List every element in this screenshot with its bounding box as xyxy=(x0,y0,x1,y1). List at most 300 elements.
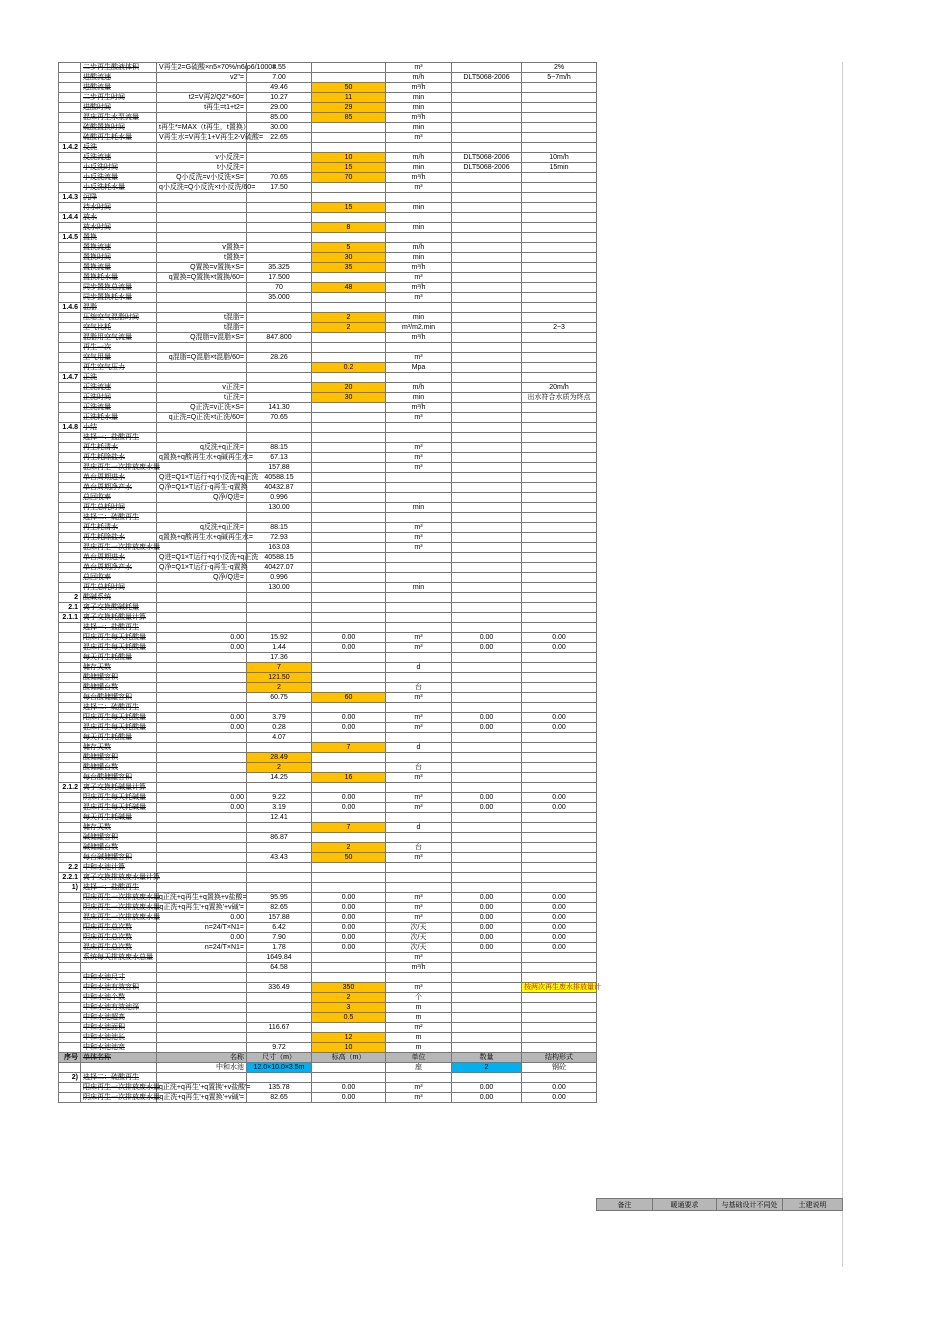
formula: 中和水池 xyxy=(157,1063,247,1073)
range-note xyxy=(522,613,597,623)
formula xyxy=(157,113,247,123)
table-row xyxy=(59,493,597,503)
standard xyxy=(452,603,522,613)
design-value xyxy=(312,1063,386,1073)
design-value xyxy=(312,733,386,743)
range-note xyxy=(522,743,597,753)
item-name: 系统每天排放废水总量 xyxy=(81,953,157,963)
calc-value: 35.325 xyxy=(247,263,312,273)
table-row xyxy=(59,743,597,753)
formula xyxy=(157,993,247,1003)
standard xyxy=(452,1013,522,1023)
range-note xyxy=(522,113,597,123)
range-note xyxy=(522,553,597,563)
row-index xyxy=(59,63,81,73)
formula: Q净=Q1×T运行-q再生-q置换 xyxy=(157,483,247,493)
standard: 数量 xyxy=(452,1053,522,1063)
standard xyxy=(452,123,522,133)
formula: V再生水=V再生1+V再生2-V硫酸= xyxy=(157,133,247,143)
range-note xyxy=(522,303,597,313)
range-note xyxy=(522,1003,597,1013)
item-name: 同步置换总流量 xyxy=(81,283,157,293)
row-index xyxy=(59,693,81,703)
item-name: 酸储罐容积 xyxy=(81,673,157,683)
unit: m³ xyxy=(386,453,452,463)
design-value: 10 xyxy=(312,1043,386,1053)
range-note: 10m/h xyxy=(522,153,597,163)
formula xyxy=(157,503,247,513)
range-note: 出水符合水质为终点 xyxy=(522,393,597,403)
table-row xyxy=(59,893,597,903)
item-name: 每台碱储罐容积 xyxy=(81,853,157,863)
calc-value xyxy=(247,513,312,523)
table-row xyxy=(59,1013,597,1023)
design-value: 5 xyxy=(312,243,386,253)
unit: m/h xyxy=(386,243,452,253)
unit: m xyxy=(386,1043,452,1053)
table-row xyxy=(59,243,597,253)
table-row xyxy=(59,673,597,683)
formula xyxy=(157,663,247,673)
formula: n=24/T×N1= xyxy=(157,943,247,953)
item-name: 进酸流速 xyxy=(81,73,157,83)
formula xyxy=(157,773,247,783)
range-note xyxy=(522,223,597,233)
standard xyxy=(452,833,522,843)
standard xyxy=(452,213,522,223)
table-row xyxy=(59,843,597,853)
table-row xyxy=(59,203,597,213)
range-note: 2~3 xyxy=(522,323,597,333)
unit xyxy=(386,833,452,843)
calc-value: 43.43 xyxy=(247,853,312,863)
item-name: 再生耗清水 xyxy=(81,443,157,453)
table-row xyxy=(59,143,597,153)
row-index xyxy=(59,833,81,843)
table-row xyxy=(59,663,597,673)
standard xyxy=(452,763,522,773)
formula: 0.00 xyxy=(157,803,247,813)
range-note: 15min xyxy=(522,163,597,173)
row-index xyxy=(59,363,81,373)
design-value xyxy=(312,863,386,873)
standard xyxy=(452,433,522,443)
table-row xyxy=(59,253,597,263)
standard xyxy=(452,1073,522,1083)
standard xyxy=(452,533,522,543)
unit xyxy=(386,373,452,383)
formula: q反洗+q正洗= xyxy=(157,523,247,533)
row-index: 2 xyxy=(59,593,81,603)
range-note xyxy=(522,463,597,473)
row-index xyxy=(59,183,81,193)
range-note xyxy=(522,693,597,703)
formula xyxy=(157,223,247,233)
unit: Mpa xyxy=(386,363,452,373)
range-note xyxy=(522,673,597,683)
item-name: 同步置换耗水量 xyxy=(81,293,157,303)
row-index xyxy=(59,943,81,953)
standard xyxy=(452,103,522,113)
calc-value xyxy=(247,383,312,393)
unit: m³ xyxy=(386,463,452,473)
unit xyxy=(386,673,452,683)
row-index xyxy=(59,913,81,923)
calc-value: 29.00 xyxy=(247,103,312,113)
table-row xyxy=(59,403,597,413)
range-note xyxy=(522,583,597,593)
formula xyxy=(157,683,247,693)
calc-value: 60.75 xyxy=(247,693,312,703)
row-index xyxy=(59,413,81,423)
range-note xyxy=(522,293,597,303)
table-row xyxy=(59,353,597,363)
item-name: 阴床再生每天耗碱量 xyxy=(81,793,157,803)
design-value: 85 xyxy=(312,113,386,123)
standard xyxy=(452,853,522,863)
unit: m³ xyxy=(386,913,452,923)
table-row xyxy=(59,1033,597,1043)
table-row xyxy=(59,453,597,463)
design-value: 350 xyxy=(312,983,386,993)
design-value xyxy=(312,353,386,363)
row-index xyxy=(59,713,81,723)
table-row xyxy=(59,713,597,723)
item-name: 选择二：硫酸再生 xyxy=(81,703,157,713)
table-row xyxy=(59,283,597,293)
unit: m³ xyxy=(386,643,452,653)
row-index xyxy=(59,903,81,913)
formula: Q净/Q进= xyxy=(157,573,247,583)
range-note xyxy=(522,473,597,483)
calc-value xyxy=(247,603,312,613)
item-name: 选择二：硫酸再生 xyxy=(81,1073,157,1083)
formula: q正洗+q再生'+q置换'+v盐酸'= xyxy=(157,1083,247,1093)
design-value xyxy=(312,603,386,613)
range-note xyxy=(522,233,597,243)
unit: m³ xyxy=(386,953,452,963)
row-index: 2) xyxy=(59,1073,81,1083)
row-index xyxy=(59,923,81,933)
standard: 0.00 xyxy=(452,943,522,953)
formula: 0.00 xyxy=(157,913,247,923)
calc-value xyxy=(247,973,312,983)
calc-value: 35.000 xyxy=(247,293,312,303)
item-name xyxy=(81,1063,157,1073)
unit: 次/天 xyxy=(386,923,452,933)
formula: V再生2=G硫酸×n5×70%/n6/ρ6/1000= xyxy=(157,63,247,73)
range-note xyxy=(522,843,597,853)
item-name: 储存天数 xyxy=(81,663,157,673)
row-index xyxy=(59,103,81,113)
item-name: 空气比耗 xyxy=(81,323,157,333)
range-note xyxy=(522,343,597,353)
item-name: 硫酸再生耗水量 xyxy=(81,133,157,143)
table-row xyxy=(59,273,597,283)
range-note xyxy=(522,353,597,363)
standard xyxy=(452,263,522,273)
design-value xyxy=(312,213,386,223)
table-row xyxy=(59,723,597,733)
table-row xyxy=(59,563,597,573)
design-value xyxy=(312,973,386,983)
unit: m/h xyxy=(386,383,452,393)
standard: DLT5068-2006 xyxy=(452,153,522,163)
formula: t混脂= xyxy=(157,313,247,323)
unit xyxy=(386,703,452,713)
range-note xyxy=(522,873,597,883)
range-note xyxy=(522,433,597,443)
table-row xyxy=(59,233,597,243)
item-name: 混脂用空气流量 xyxy=(81,333,157,343)
row-index: 1.4.8 xyxy=(59,423,81,433)
design-value xyxy=(312,63,386,73)
formula xyxy=(157,423,247,433)
formula xyxy=(157,823,247,833)
calc-value: 3.79 xyxy=(247,713,312,723)
formula: 0.00 xyxy=(157,933,247,943)
table-row xyxy=(59,573,597,583)
unit xyxy=(386,553,452,563)
standard xyxy=(452,613,522,623)
design-value: 0.00 xyxy=(312,943,386,953)
design-value: 0.00 xyxy=(312,803,386,813)
design-value xyxy=(312,303,386,313)
range-note xyxy=(522,313,597,323)
item-name: 碱储罐容积 xyxy=(81,833,157,843)
formula xyxy=(157,983,247,993)
calc-value: 3.19 xyxy=(247,803,312,813)
unit: m xyxy=(386,1003,452,1013)
standard xyxy=(452,233,522,243)
calc-value xyxy=(247,143,312,153)
item-name: 正洗流量 xyxy=(81,403,157,413)
item-name: 空气用量 xyxy=(81,353,157,363)
unit xyxy=(386,513,452,523)
unit: d xyxy=(386,823,452,833)
calc-value: 141.30 xyxy=(247,403,312,413)
row-index xyxy=(59,1013,81,1023)
calc-value: 1.78 xyxy=(247,943,312,953)
table-row xyxy=(59,633,597,643)
table-row xyxy=(59,903,597,913)
range-note xyxy=(522,443,597,453)
formula: Q置换=v置换×S= xyxy=(157,263,247,273)
design-value: 48 xyxy=(312,283,386,293)
design-value xyxy=(312,503,386,513)
item-name: 中和水池有效池深 xyxy=(81,1003,157,1013)
range-note xyxy=(522,253,597,263)
table-row xyxy=(59,863,597,873)
item-name: 中和水池池宽 xyxy=(81,1043,157,1053)
table-row xyxy=(59,653,597,663)
table-row xyxy=(59,623,597,633)
calc-value: 28.26 xyxy=(247,353,312,363)
standard xyxy=(452,63,522,73)
formula xyxy=(157,673,247,683)
row-index xyxy=(59,283,81,293)
calc-value xyxy=(247,863,312,873)
unit xyxy=(386,573,452,583)
item-name: 二步再生酸液体积 xyxy=(81,63,157,73)
formula: v置换= xyxy=(157,243,247,253)
unit: m³ xyxy=(386,693,452,703)
row-index xyxy=(59,1003,81,1013)
row-index xyxy=(59,653,81,663)
unit: m³ xyxy=(386,903,452,913)
calc-value: 2 xyxy=(247,683,312,693)
standard xyxy=(452,443,522,453)
range-note xyxy=(522,753,597,763)
design-value xyxy=(312,1073,386,1083)
standard xyxy=(452,973,522,983)
design-value: 8 xyxy=(312,223,386,233)
row-index xyxy=(59,533,81,543)
item-name: 再生总耗时间 xyxy=(81,503,157,513)
calc-value: 40427.07 xyxy=(247,563,312,573)
calc-value xyxy=(247,703,312,713)
design-value xyxy=(312,563,386,573)
formula: q置换=Q置换×t置换/60= xyxy=(157,273,247,283)
design-value xyxy=(312,683,386,693)
standard xyxy=(452,253,522,263)
standard: 0.00 xyxy=(452,1093,522,1103)
calc-value xyxy=(247,193,312,203)
calc-value: 8.55 xyxy=(247,63,312,73)
design-value xyxy=(312,753,386,763)
standard: 0.00 xyxy=(452,923,522,933)
unit: m xyxy=(386,1033,452,1043)
range-note xyxy=(522,193,597,203)
standard xyxy=(452,363,522,373)
item-name: 每天再生耗酸量 xyxy=(81,733,157,743)
row-index xyxy=(59,333,81,343)
unit: m³ xyxy=(386,543,452,553)
range-note xyxy=(522,783,597,793)
calc-value xyxy=(247,363,312,373)
row-index xyxy=(59,1093,81,1103)
design-value: 2 xyxy=(312,323,386,333)
calc-value: 70.65 xyxy=(247,173,312,183)
calc-value: 70 xyxy=(247,283,312,293)
calc-value xyxy=(247,153,312,163)
range-note: 钢砼 xyxy=(522,1063,597,1073)
range-note xyxy=(522,973,597,983)
calc-value: 130.00 xyxy=(247,503,312,513)
row-index xyxy=(59,933,81,943)
row-index xyxy=(59,153,81,163)
calc-value xyxy=(247,993,312,1003)
formula xyxy=(157,753,247,763)
range-note xyxy=(522,403,597,413)
range-note xyxy=(522,513,597,523)
item-name: 酸储罐台数 xyxy=(81,683,157,693)
item-name: 正洗时间 xyxy=(81,393,157,403)
calc-value xyxy=(247,433,312,443)
table-row xyxy=(59,793,597,803)
unit: min xyxy=(386,583,452,593)
formula xyxy=(157,853,247,863)
calc-value: 9.22 xyxy=(247,793,312,803)
unit xyxy=(386,753,452,763)
unit: min xyxy=(386,503,452,513)
row-index: 2.2 xyxy=(59,863,81,873)
item-name: 压缩空气混脂时间 xyxy=(81,313,157,323)
formula: q置换+q酸再生水+q碱再生水= xyxy=(157,533,247,543)
range-note xyxy=(522,683,597,693)
item-name: 二步再生时间 xyxy=(81,93,157,103)
item-name: 再生空气压力 xyxy=(81,363,157,373)
design-value: 12 xyxy=(312,1033,386,1043)
row-index xyxy=(59,523,81,533)
standard xyxy=(452,1043,522,1053)
unit: 台 xyxy=(386,763,452,773)
table-row xyxy=(59,583,597,593)
standard xyxy=(452,773,522,783)
table-row xyxy=(59,423,597,433)
calc-value xyxy=(247,303,312,313)
item-name: 中和水池池长 xyxy=(81,1033,157,1043)
row-index xyxy=(59,573,81,583)
formula xyxy=(157,583,247,593)
calc-value: 163.03 xyxy=(247,543,312,553)
standard xyxy=(452,693,522,703)
formula xyxy=(157,783,247,793)
design-value xyxy=(312,423,386,433)
row-index xyxy=(59,133,81,143)
unit: m³ xyxy=(386,353,452,363)
calc-value: 9.72 xyxy=(247,1043,312,1053)
standard: 0.00 xyxy=(452,913,522,923)
calc-value: 1.44 xyxy=(247,643,312,653)
standard: 0.00 xyxy=(452,933,522,943)
design-value xyxy=(312,533,386,543)
calc-value xyxy=(247,1033,312,1043)
table-row xyxy=(59,953,597,963)
row-index: 2.2.1 xyxy=(59,873,81,883)
table-row xyxy=(59,1063,597,1073)
unit xyxy=(386,473,452,483)
formula: q小反洗=Q小反洗×t小反洗/60= xyxy=(157,183,247,193)
formula: q置换+q酸再生水+q碱再生水= xyxy=(157,453,247,463)
calc-value xyxy=(247,203,312,213)
standard xyxy=(452,683,522,693)
standard xyxy=(452,653,522,663)
standard xyxy=(452,623,522,633)
table-row xyxy=(59,323,597,333)
unit: m xyxy=(386,1013,452,1023)
spreadsheet-area xyxy=(58,62,601,1103)
standard xyxy=(452,523,522,533)
range-note xyxy=(522,653,597,663)
calc-value: 157.88 xyxy=(247,913,312,923)
range-note xyxy=(522,1023,597,1033)
formula: Q正洗=v正洗×S= xyxy=(157,403,247,413)
calc-value xyxy=(247,883,312,893)
standard: 0.00 xyxy=(452,1083,522,1093)
unit xyxy=(386,863,452,873)
table-row xyxy=(59,83,597,93)
range-note xyxy=(522,183,597,193)
unit xyxy=(386,303,452,313)
item-name: 单台周期进水 xyxy=(81,473,157,483)
range-note: 5~7m/h xyxy=(522,73,597,83)
range-note xyxy=(522,573,597,583)
range-note xyxy=(522,123,597,133)
design-value xyxy=(312,513,386,523)
row-index xyxy=(59,473,81,483)
row-index xyxy=(59,123,81,133)
